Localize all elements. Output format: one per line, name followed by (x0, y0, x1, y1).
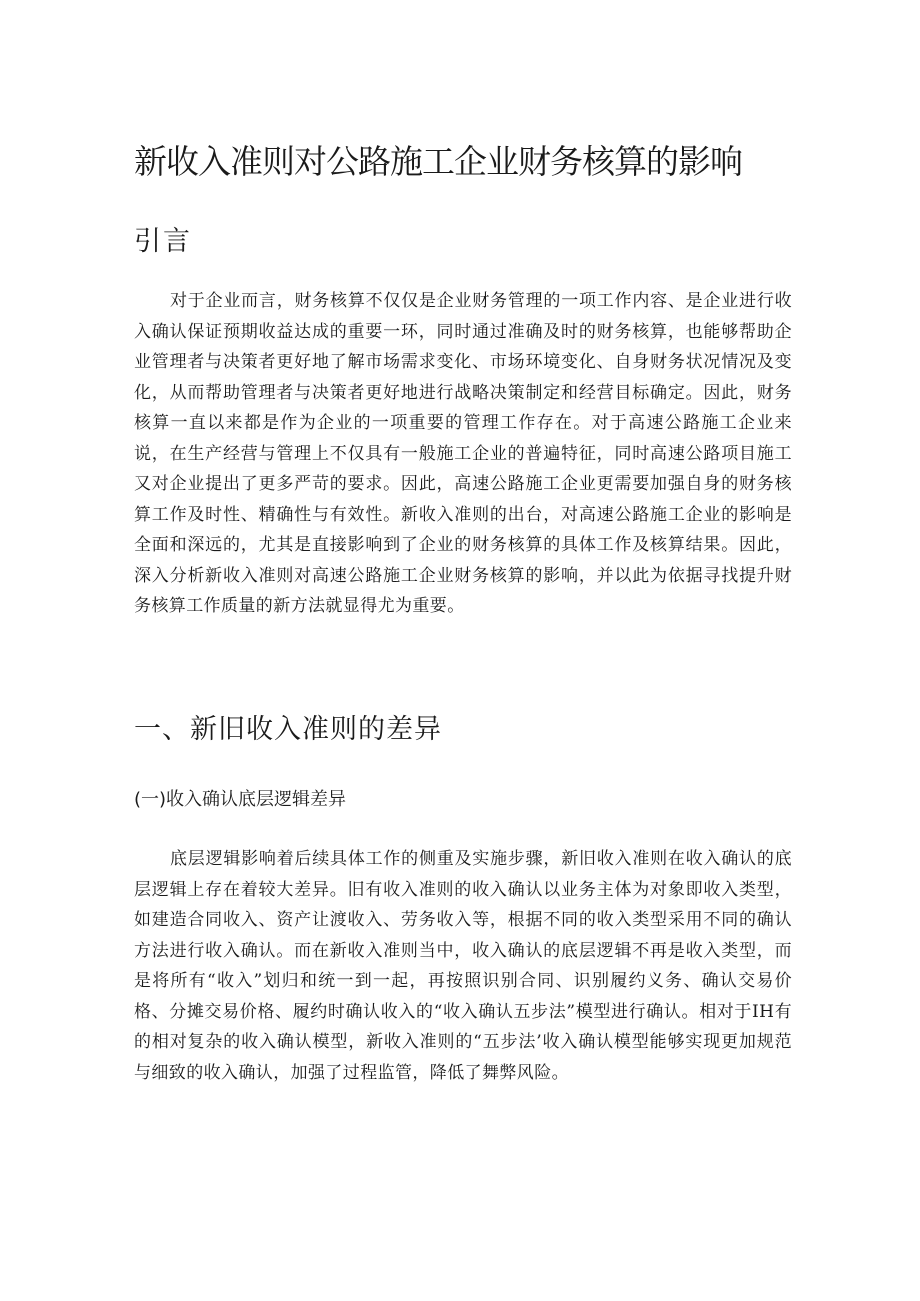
section1-paragraph: 底层逻辑影响着后续具体工作的侧重及实施步骤，新旧收入准则在收入确认的底层逻辑上存在着较大差异。旧有收入准则的收入确认以业务主体为对象即收入类型，如建造合同收入、资产让渡收入、劳务收入等，根据不同的收入类型采用不同的确认方法进行收入确认。而在新收入准则当中，收入确认的底层逻辑不再是收入类型，而是将所有“收入”划归和统一到一起，再按照识别合同、识别履约义务、确认交易价格、分摊交易价格、履约时确认收入的“收入确认五步法”模型进行确认。相对于IH有的相对复杂的收入确认模型，新收入准则的“五步法’收入确认模型能够实现更加规范与细致的收入确认，加强了过程监管，降低了舞弊风险。 (134, 849, 792, 1083)
section1-sub-heading: (一)收入确认底层逻辑差异 (134, 789, 347, 810)
intro-heading: 引言 (134, 226, 192, 257)
section1-heading: 一、新旧收入准则的差异 (134, 714, 442, 745)
intro-paragraph: 对于企业而言，财务核算不仅仅是企业财务管理的一项工作内容、是企业进行收入确认保证预期收益达成的重要一环，同时通过准确及时的财务核算，也能够帮助企业管理者与决策者更好地了解市场需求变化、市场环境变化、自身财务状况情况及变化，从而帮助管理者与决策者更好地进行战略决策制定和经营目标确定。因此，财务核算一直以来都是作为企业的一项重要的管理工作存在。对于高速公路施工企业来说，在生产经营与管理上不仅具有一般施工企业的普遍特征，同时高速公路项目施工又对企业提出了更多严苛的要求。因此，高速公路施工企业更需要加强自身的财务核算工作及时性、精确性与有效性。新收入准则的出台，对高速公路施工企业的影响是全面和深远的，尤其是直接影响到了企业的财务核算的具体工作及核算结果。因此，深入分析新收入准则对高速公路施工企业财务核算的影响，并以此为依据寻找提升财务核算工作质量的新方法就显得尤为重要。 (134, 291, 792, 616)
document-title: 新收入准则对公路施工企业财务核算的影响 (134, 142, 742, 181)
